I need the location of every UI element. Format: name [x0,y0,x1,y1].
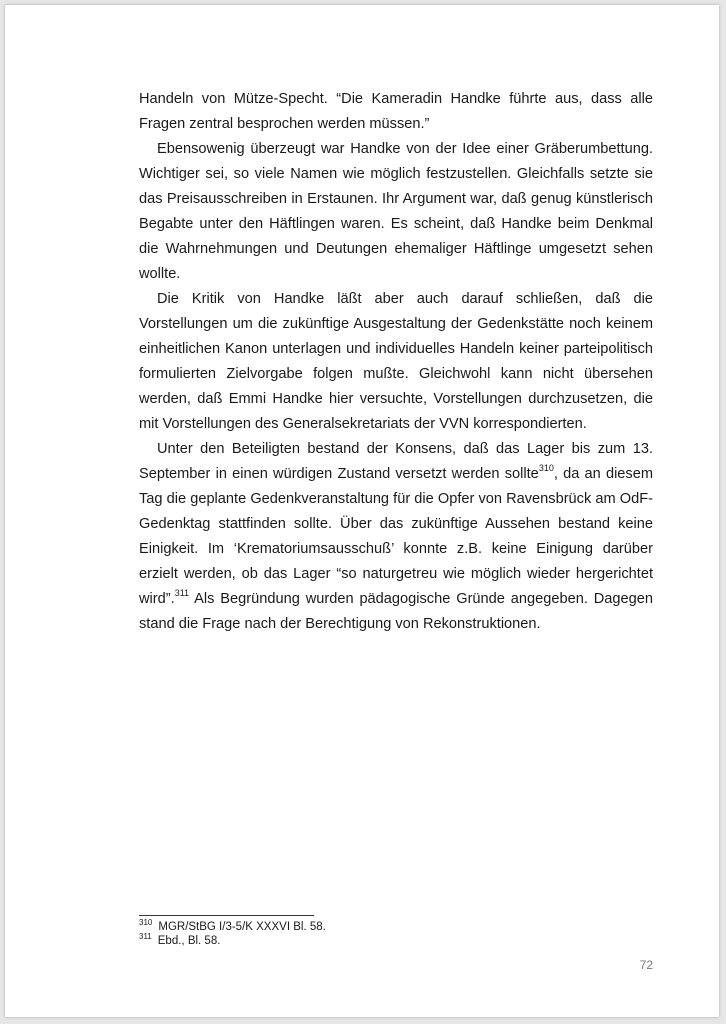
paragraph-4 [139,437,653,637]
footnote-310 [139,920,653,934]
page-number: 72 [639,958,653,972]
footnote-separator [139,915,314,916]
footnotes [139,920,653,948]
paragraph-3-text: Die Kritik von Handke läßt aber auch darauf schließen, daß die Vorstellungen um die zukünftige Ausgestaltung der Gedenkstätte noch keinem einheitlichen Kanon unterlagen und individuelles Handeln keiner parteipolitisch formulierten Zielvorgabe folgen mußte. Gleichwohl kann nicht übersehen werden, daß Emmi Handke hier versuchte, Vorstellungen durchzusetzen, die mit Vorstellungen des Generalsekretariats der VVN korrespondierten. [139,291,653,432]
paragraph-1-text: Handeln von Mütze-Specht. “Die Kameradin Handke führte aus, dass alle Fragen zentral besprochen werden müssen.” [139,91,653,132]
paragraph-4-text-a: Unter den Beteiligten bestand der Konsens, daß das Lager bis zum 13. September in einen würdigen Zustand versetzt werden sollte [139,441,653,482]
paragraph-4-text-b: , da an diesem Tag die geplante Gedenkveranstaltung für die Opfer von Ravensbrück am OdF-Gedenktag stattfinden sollte. Über das zukünftige Aussehen bestand keine Einigkeit. Im ‘Krematoriumsausschuß’ konnte z.B. keine Einigung darüber erzielt werden, ob das Lager “so naturgetreu wie möglich wieder hergerichtet wird”. [139,466,653,607]
paragraph-4-text-c: Als Begründung wurden pädagogische Gründe angegeben. Dagegen stand die Frage nach der Berechtigung von Rekonstruktionen. [139,591,653,632]
paragraph-2 [139,137,653,287]
footnote-text: Ebd., Bl. 58. [157,935,221,947]
paragraph-2-text: Ebensowenig überzeugt war Handke von der Idee einer Gräberumbettung. Wichtiger sei, so viele Namen wie möglich festzustellen. Gleichfalls setzte sie das Preisausschreiben in Erstaunen. Ihr Argument war, daß genug künstlerisch Begabte unter den Häftlingen waren. Es scheint, daß Handke beim Denkmal die Wahrnehmungen und Deutungen ehemaliger Häftlinge umgesetzt sehen wollte. [139,141,653,282]
footnote-number: 311 [139,932,152,942]
document-page [5,5,719,1017]
footnote-text: MGR/StBG I/3-5/K XXXVI Bl. 58. [158,921,326,933]
footnote-ref-311[interactable]: 311 [174,588,190,599]
footnote-ref-310[interactable]: 310 [538,463,554,474]
body-text [139,87,653,637]
paragraph-1 [139,87,653,137]
footnote-311 [139,934,653,948]
footnote-number: 310 [139,918,153,928]
paragraph-3 [139,287,653,437]
